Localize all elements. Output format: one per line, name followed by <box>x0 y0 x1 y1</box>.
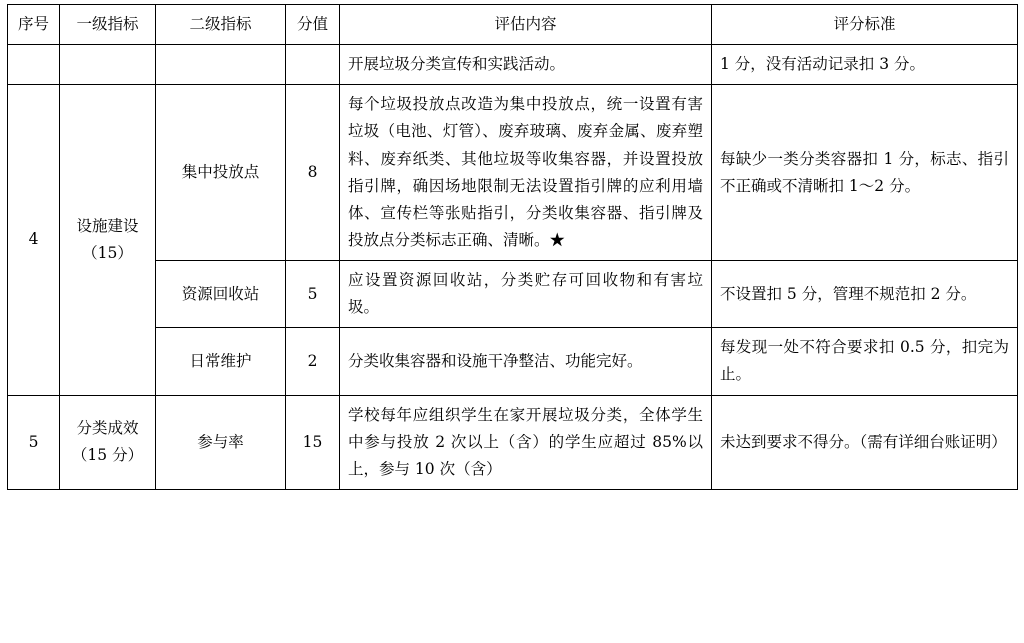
table-row <box>8 85 1018 261</box>
table-row <box>8 395 1018 489</box>
cell-seq: 5 <box>8 395 60 489</box>
header-cell-score: 分值 <box>286 5 340 45</box>
header-cell-level1: 一级指标 <box>60 5 156 45</box>
cell-content: 开展垃圾分类宣传和实践活动。 <box>340 45 712 85</box>
document-page <box>0 4 1024 643</box>
cell-level1: 分类成效（15 分） <box>60 395 156 489</box>
cell-score: 8 <box>286 85 340 261</box>
cell-score: 2 <box>286 328 340 395</box>
table-row <box>8 328 1018 395</box>
header-cell-seq: 序号 <box>8 5 60 45</box>
cell-score: 5 <box>286 261 340 328</box>
cell-level1 <box>60 45 156 85</box>
cell-level2 <box>156 45 286 85</box>
cell-seq: 4 <box>8 85 60 395</box>
cell-score <box>286 45 340 85</box>
cell-score: 15 <box>286 395 340 489</box>
evaluation-table <box>7 4 1018 490</box>
cell-level2: 集中投放点 <box>156 85 286 261</box>
header-cell-content: 评估内容 <box>340 5 712 45</box>
header-cell-level2: 二级指标 <box>156 5 286 45</box>
cell-level2: 日常维护 <box>156 328 286 395</box>
cell-level1: 设施建设（15） <box>60 85 156 395</box>
header-cell-criteria: 评分标准 <box>712 5 1018 45</box>
cell-criteria: 每缺少一类分类容器扣 1 分，标志、指引不正确或不清晰扣 1～2 分。 <box>712 85 1018 261</box>
cell-content: 学校每年应组织学生在家开展垃圾分类，全体学生中参与投放 2 次以上（含）的学生应超过 85%以上，参与 10 次（含） <box>340 395 712 489</box>
cell-criteria: 1 分，没有活动记录扣 3 分。 <box>712 45 1018 85</box>
cell-criteria: 未达到要求不得分。（需有详细台账证明） <box>712 395 1018 489</box>
cell-content: 应设置资源回收站，分类贮存可回收物和有害垃圾。 <box>340 261 712 328</box>
cell-level2: 资源回收站 <box>156 261 286 328</box>
table-row <box>8 261 1018 328</box>
cell-content: 每个垃圾投放点改造为集中投放点，统一设置有害垃圾（电池、灯管）、废弃玻璃、废弃金属、废弃塑料、废弃纸类、其他垃圾等收集容器，并设置投放指引牌，确因场地限制无法设置指引牌的应利用墙体、宣传栏等张贴指引，分类收集容器、指引牌及投放点分类标志正确、清晰。★ <box>340 85 712 261</box>
cell-level2: 参与率 <box>156 395 286 489</box>
cell-criteria: 每发现一处不符合要求扣 0.5 分，扣完为止。 <box>712 328 1018 395</box>
cell-content: 分类收集容器和设施干净整洁、功能完好。 <box>340 328 712 395</box>
table-row <box>8 45 1018 85</box>
cell-seq <box>8 45 60 85</box>
table-header-row <box>8 5 1018 45</box>
cell-criteria: 不设置扣 5 分，管理不规范扣 2 分。 <box>712 261 1018 328</box>
